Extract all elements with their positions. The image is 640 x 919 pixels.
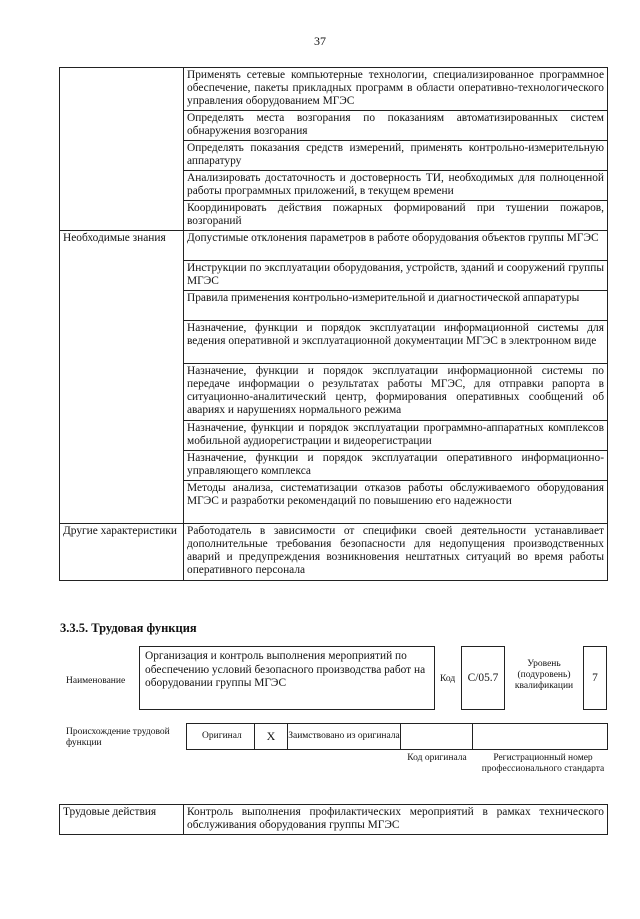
actions-table [59,804,608,835]
original-mark: X [254,723,288,750]
knowledge-item: Назначение, функции и порядок эксплуатации информационной системы для ведения оперативной и эксплуатационной документации МГЭС в электронном виде [184,321,608,364]
code-label: Код [440,674,456,684]
table-row [60,68,608,111]
reg-number-caption: Регистрационный номер профессионального стандарта [481,753,605,774]
knowledge-item: Правила применения контрольно-измерительной и диагностической аппаратуры [184,291,608,321]
code-original-cell [400,723,473,750]
borrowed-cell: Заимствовано из оригинала [287,723,401,750]
skill-item: Применять сетевые компьютерные технологии, специализированное программное обеспечение, пакеты прикладных программ в области оперативно-технологического управления оборудованием МГЭС [184,68,608,111]
name-label: Наименование [66,676,126,686]
code-original-caption: Код оригинала [407,753,467,763]
knowledge-item: Допустимые отклонения параметров в работе оборудования объектов группы МГЭС [184,231,608,261]
level-box: 7 [583,646,607,710]
original-cell [186,723,255,750]
table-row [60,231,608,261]
skill-item: Определять места возгорания по показаниям автоматизированных систем обнаружения возгорания [184,111,608,141]
skill-item: Определять показания средств измерений, применять контрольно-измерительную аппаратуру [184,141,608,171]
knowledge-item: Назначение, функции и порядок эксплуатации программно-аппаратных комплексов мобильной аудиорегистрации и видеорегистрации [184,421,608,451]
other-label: Другие характеристики [60,524,184,581]
code-box: C/05.7 [461,646,505,710]
knowledge-label: Необходимые знания [60,231,184,524]
function-name-box: Организация и контроль выполнения мероприятий по обеспечению условий безопасного производства работ на оборудовании группы МГЭС [139,646,435,710]
competency-table [59,67,608,581]
knowledge-item: Назначение, функции и порядок эксплуатации информационной системы по передаче информации о результатах работы МГЭС, для отправки рапорта в ситуационно-аналитический центр, формирования оперативных сообщений об авариях и нарушениях нормального режима [184,364,608,421]
knowledge-item: Назначение, функции и порядок эксплуатации оперативного информационно-управляющего комплекса [184,451,608,481]
other-text: Работодатель в зависимости от специфики своей деятельности устанавливает дополнительные требования безопасности для недопущения производственных аварий и предупреждения возникновения нештатных ситуаций во время работы оперативного персонала [184,524,608,581]
origin-label: Происхождение трудовой функции [66,727,170,748]
skill-item: Анализировать достаточность и достоверность ТИ, необходимых для полноценной работы программных приложений, в текущем времени [184,171,608,201]
original-label: Оригинал [202,731,242,741]
page-number: 37 [314,34,326,48]
reg-number-cell [472,723,608,750]
empty-label-cell [60,68,184,231]
knowledge-item: Методы анализа, систематизации отказов работы обслуживаемого оборудования МГЭС и разработки рекомендаций по повышению его надежности [184,481,608,524]
knowledge-item: Инструкции по эксплуатации оборудования, устройств, зданий и сооружений группы МГЭС [184,261,608,291]
level-label: Уровень (подуровень) квалификации [514,659,574,691]
table-row [60,805,608,835]
section-heading: 3.3.5. Трудовая функция [60,621,197,635]
actions-label: Трудовые действия [60,805,184,835]
table-row [60,524,608,581]
actions-text: Контроль выполнения профилактических мероприятий в рамках технического обслуживания оборудования группы МГЭС [184,805,608,835]
skill-item: Координировать действия пожарных формирований при тушении пожаров, возгораний [184,201,608,231]
